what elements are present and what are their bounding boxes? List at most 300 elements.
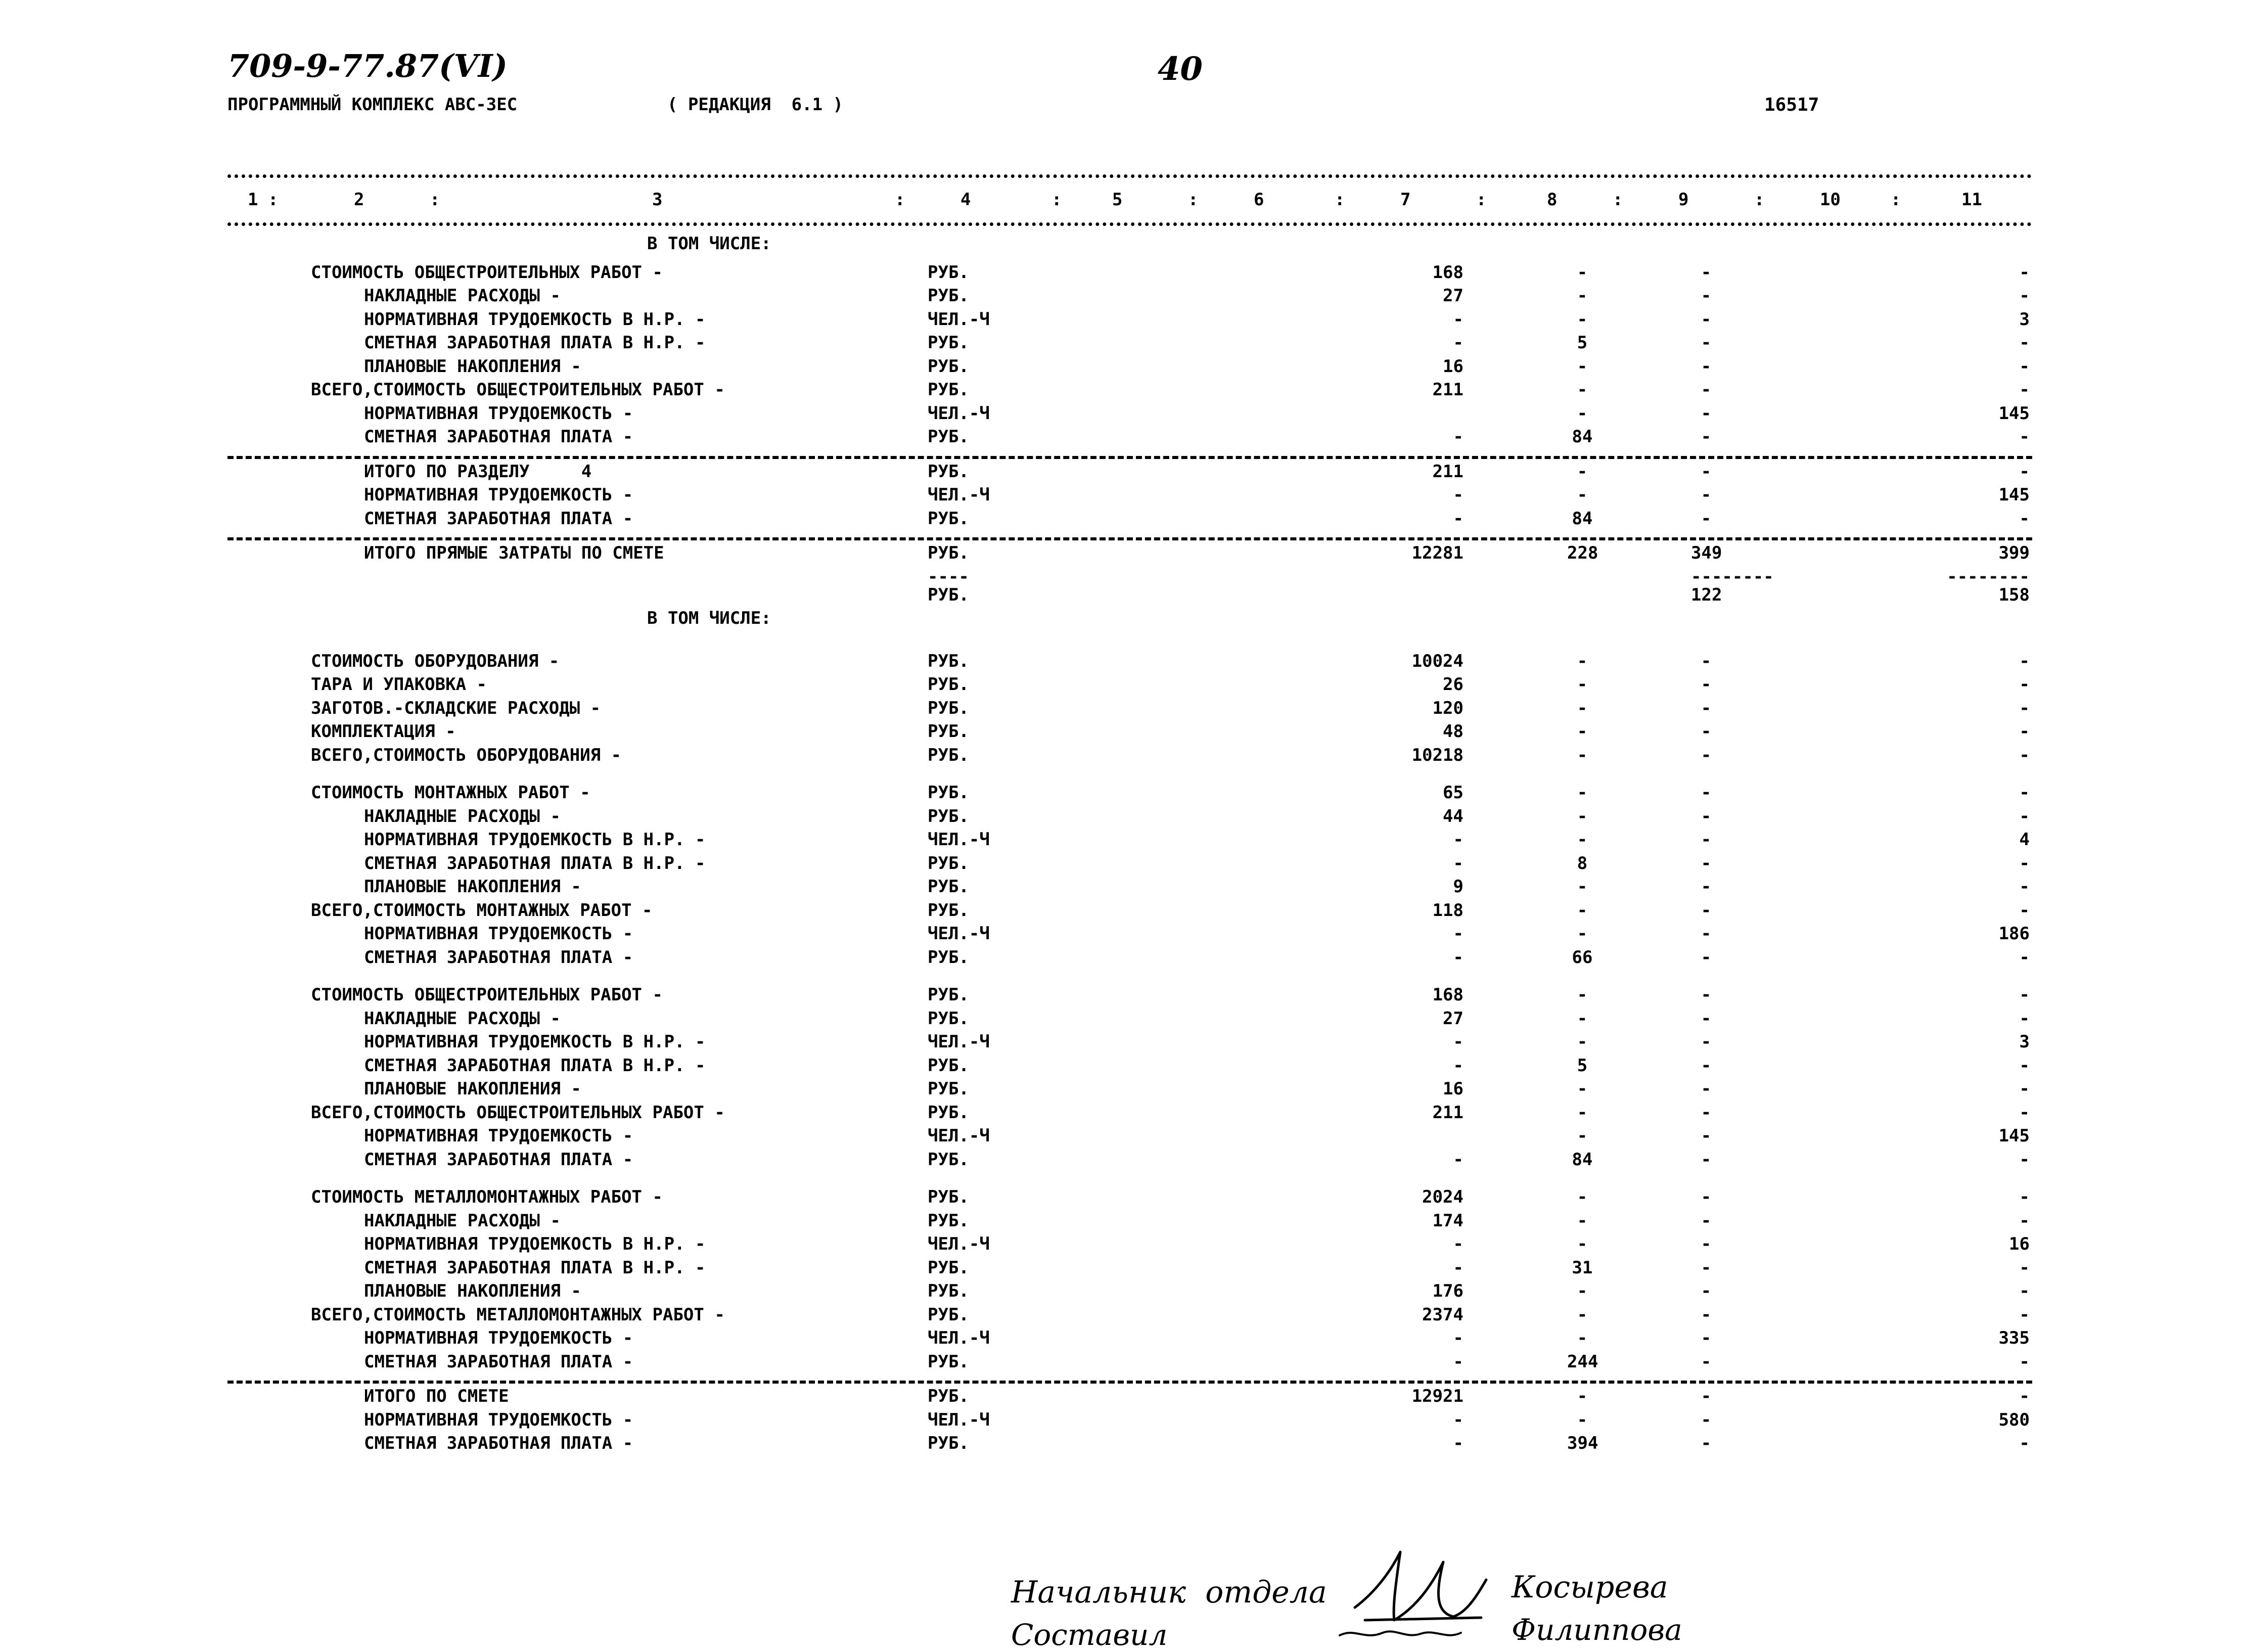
col11-value: - [2019, 900, 2030, 921]
unit-cell: РУБ. [928, 674, 969, 695]
col7-value: - [1453, 1149, 1463, 1170]
row-label: СМЕТНАЯ ЗАРАБОТНАЯ ПЛАТА - [364, 508, 633, 529]
column-header-5: 5 [1112, 190, 1123, 210]
row-label: НОРМАТИВНАЯ ТРУДОЕМКОСТЬ В Н.Р. - [364, 309, 706, 330]
col9-value: - [1701, 485, 1712, 505]
unit-cell: ЧЕЛ.-Ч [928, 1032, 990, 1052]
col7-value: 211 [1432, 461, 1463, 482]
unit-cell: РУБ. [928, 721, 969, 742]
col11-value: - [2019, 947, 2030, 968]
col8-value: - [1577, 745, 1588, 765]
unit-cell: РУБ. [928, 877, 969, 897]
col7-value: 16 [1443, 1079, 1463, 1099]
col7-value: 16 [1443, 356, 1463, 377]
col11-value: 3 [2019, 1032, 2030, 1052]
col8-value: - [1577, 1032, 1588, 1052]
unit-cell: ЧЕЛ.-Ч [928, 924, 990, 944]
col7-value: - [1453, 1234, 1463, 1254]
col8-value: - [1577, 830, 1588, 850]
unit-cell: РУБ. [928, 698, 969, 718]
col11-value: - [2019, 427, 2030, 447]
col11-value: - [2019, 783, 2030, 803]
unit-cell: РУБ. [928, 745, 969, 765]
compiler-name: Филиппова [1511, 1613, 1682, 1647]
col11-value: - [2019, 286, 2030, 306]
col8-value: - [1577, 877, 1588, 897]
col7-value: - [1453, 1351, 1463, 1372]
col11-value: 335 [1998, 1328, 2030, 1348]
col9-value: - [1701, 1032, 1712, 1052]
col11-value: - [2019, 853, 2030, 874]
column-header-9: 9 [1678, 190, 1689, 210]
col7-value: - [1453, 1055, 1463, 1076]
col9-value: - [1701, 356, 1712, 377]
row-label: ПЛАНОВЫЕ НАКОПЛЕНИЯ - [364, 1079, 581, 1099]
col9-value: - [1701, 1234, 1712, 1254]
col7-value: 2024 [1422, 1187, 1463, 1207]
col7-value: - [1453, 830, 1463, 850]
col8-value: - [1577, 1187, 1588, 1207]
unit-cell: РУБ. [928, 806, 969, 827]
column-header-7: 7 [1400, 190, 1411, 210]
col11-value: - [2019, 461, 2030, 482]
col7-value: - [1453, 853, 1463, 874]
row-label: ИТОГО ПРЯМЫЕ ЗАТРАТЫ ПО СМЕТЕ [364, 543, 664, 563]
row-label: СМЕТНАЯ ЗАРАБОТНАЯ ПЛАТА В Н.Р. - [364, 1055, 706, 1076]
col7-value: 168 [1432, 262, 1463, 283]
col7-value: 26 [1443, 674, 1463, 695]
col7-value: - [1453, 1409, 1463, 1430]
col8-value: - [1577, 262, 1588, 283]
row-label: ИТОГО ПО РАЗДЕЛУ 4 [364, 461, 592, 482]
col8-value: 84 [1572, 508, 1593, 529]
row-label: КОМПЛЕКТАЦИЯ - [311, 721, 456, 742]
unit-cell: РУБ. [928, 1386, 969, 1406]
col8-value: 228 [1567, 543, 1598, 563]
col8-value: - [1577, 1234, 1588, 1254]
col11-value: 4 [2019, 830, 2030, 850]
row-label: СМЕТНАЯ ЗАРАБОТНАЯ ПЛАТА - [364, 947, 633, 968]
col9-value: - [1701, 1210, 1712, 1231]
col9-value: - [1701, 1187, 1712, 1207]
col11-value: 158 [1998, 584, 2030, 605]
column-header-6: 6 [1254, 190, 1264, 210]
col8-value: - [1577, 1102, 1588, 1123]
col11-value: - [2019, 806, 2030, 827]
col9-value: - [1701, 651, 1712, 671]
col8-value: - [1577, 900, 1588, 921]
col9-value: - [1701, 1433, 1712, 1453]
column-separator: : [1613, 190, 1623, 210]
row-label: СТОИМОСТЬ МЕТАЛЛОМОНТАЖНЫХ РАБОТ - [311, 1187, 663, 1207]
unit-cell: РУБ. [928, 651, 969, 671]
row-label: НОРМАТИВНАЯ ТРУДОЕМКОСТЬ - [364, 924, 633, 944]
col11-value: - [2019, 1386, 2030, 1406]
col9-value: 122 [1691, 584, 1722, 605]
col7-value: - [1453, 427, 1463, 447]
col7-value: 174 [1432, 1210, 1463, 1231]
unit-cell: РУБ. [928, 1351, 969, 1372]
unit-cell: РУБ. [928, 1187, 969, 1207]
row-label: СМЕТНАЯ ЗАРАБОТНАЯ ПЛАТА В Н.Р. - [364, 333, 706, 353]
handwritten-signature [1335, 1532, 1496, 1645]
column-separator: : [268, 190, 279, 210]
col8-value: - [1577, 380, 1588, 400]
col9-value: - [1701, 1257, 1712, 1278]
col9-value: - [1701, 309, 1712, 330]
col11-value: - [2019, 262, 2030, 283]
unit-cell: РУБ. [928, 380, 969, 400]
col9-value: - [1701, 461, 1712, 482]
col11-value: - [2019, 380, 2030, 400]
column-separator: : [1051, 190, 1062, 210]
row-label: ПЛАНОВЫЕ НАКОПЛЕНИЯ - [364, 356, 581, 377]
unit-cell: РУБ. [928, 1281, 969, 1301]
unit-cell: РУБ. [928, 783, 969, 803]
unit-cell: ЧЕЛ.-Ч [928, 403, 990, 424]
col11-value: - [2019, 985, 2030, 1005]
col9-value: - [1701, 985, 1712, 1005]
col9-value: - [1701, 947, 1712, 968]
col9-value: - [1701, 924, 1712, 944]
col11-value: - [2019, 1187, 2030, 1207]
row-label: СМЕТНАЯ ЗАРАБОТНАЯ ПЛАТА В Н.Р. - [364, 853, 706, 874]
column-separator: : [1754, 190, 1765, 210]
unit-cell: ЧЕЛ.-Ч [928, 830, 990, 850]
unit-cell: РУБ. [928, 508, 969, 529]
col8-value: - [1577, 1079, 1588, 1099]
col8-value: - [1577, 1210, 1588, 1231]
col9-value: - [1701, 262, 1712, 283]
col9-value: - [1701, 403, 1712, 424]
col7-value: 65 [1443, 783, 1463, 803]
col9-value: - [1701, 1149, 1712, 1170]
col7-value: - [1453, 1257, 1463, 1278]
column-separator: : [895, 190, 905, 210]
col7-value: - [1453, 333, 1463, 353]
column-header-2: 2 [354, 190, 364, 210]
col9-value: - [1701, 1386, 1712, 1406]
edition-label: ( РЕДАКЦИЯ 6.1 ) [667, 95, 843, 115]
col11-value: - [2019, 1055, 2030, 1076]
unit-cell: ---- [928, 566, 969, 587]
col11-value: - [2019, 1257, 2030, 1278]
col9-value: - [1701, 877, 1712, 897]
col11-value: 399 [1998, 543, 2030, 563]
row-label: ВСЕГО,СТОИМОСТЬ ОБЩЕСТРОИТЕЛЬНЫХ РАБОТ - [311, 1102, 725, 1123]
unit-cell: РУБ. [928, 262, 969, 283]
col9-value: - [1701, 508, 1712, 529]
col8-value: 244 [1567, 1351, 1598, 1372]
row-label: ПЛАНОВЫЕ НАКОПЛЕНИЯ - [364, 877, 581, 897]
page-number: 40 [1158, 50, 1203, 88]
row-label: НОРМАТИВНАЯ ТРУДОЕМКОСТЬ - [364, 485, 633, 505]
row-label: НАКЛАДНЫЕ РАСХОДЫ - [364, 286, 561, 306]
col8-value: - [1577, 403, 1588, 424]
col9-value: - [1701, 1055, 1712, 1076]
col11-value: -------- [1947, 566, 2030, 587]
head-of-department-title: Начальник отдела [1011, 1575, 1327, 1610]
unit-cell: РУБ. [928, 427, 969, 447]
row-label: СТОИМОСТЬ ОБЩЕСТРОИТЕЛЬНЫХ РАБОТ - [311, 985, 663, 1005]
column-header-10: 10 [1820, 190, 1841, 210]
col9-value: - [1701, 783, 1712, 803]
col8-value: - [1577, 1281, 1588, 1301]
unit-cell: РУБ. [928, 1304, 969, 1325]
col8-value: - [1577, 698, 1588, 718]
col9-value: - [1701, 1102, 1712, 1123]
unit-cell: РУБ. [928, 1257, 969, 1278]
col8-value: 84 [1572, 1149, 1593, 1170]
col7-value: 44 [1443, 806, 1463, 827]
compiler-title: Составил [1011, 1618, 1168, 1652]
row-label: НАКЛАДНЫЕ РАСХОДЫ - [364, 1008, 561, 1029]
unit-cell: РУБ. [928, 1055, 969, 1076]
column-separator: : [430, 190, 440, 210]
row-label: НОРМАТИВНАЯ ТРУДОЕМКОСТЬ - [364, 1409, 633, 1430]
col11-value: 145 [1998, 403, 2030, 424]
row-label: СМЕТНАЯ ЗАРАБОТНАЯ ПЛАТА - [364, 427, 633, 447]
unit-cell: РУБ. [928, 853, 969, 874]
row-label: СТОИМОСТЬ МОНТАЖНЫХ РАБОТ - [311, 783, 590, 803]
col11-value: - [2019, 745, 2030, 765]
unit-cell: ЧЕЛ.-Ч [928, 1328, 990, 1348]
col8-value: - [1577, 1328, 1588, 1348]
col9-value: - [1701, 380, 1712, 400]
col9-value: - [1701, 698, 1712, 718]
col11-value: - [2019, 1433, 2030, 1453]
row-label: НОРМАТИВНАЯ ТРУДОЕМКОСТЬ - [364, 403, 633, 424]
col9-value: 349 [1691, 543, 1722, 563]
document-code: 709-9-77.87(VI) [227, 48, 508, 84]
col11-value: - [2019, 651, 2030, 671]
col11-value: 145 [1998, 485, 2030, 505]
col8-value: 84 [1572, 427, 1593, 447]
col8-value: - [1577, 1008, 1588, 1029]
col11-value: 3 [2019, 309, 2030, 330]
program-title: ПРОГРАММНЫЙ КОМПЛЕКС АВС-ЗЕС [227, 95, 518, 115]
col11-value: - [2019, 1079, 2030, 1099]
section-divider [227, 1381, 2032, 1384]
col9-value: -------- [1691, 566, 1774, 587]
sheet-id: 16517 [1764, 95, 1819, 115]
row-label: ПЛАНОВЫЕ НАКОПЛЕНИЯ - [364, 1281, 581, 1301]
col8-value: - [1577, 1126, 1588, 1146]
col11-value: - [2019, 1008, 2030, 1029]
row-label: СМЕТНАЯ ЗАРАБОТНАЯ ПЛАТА - [364, 1433, 633, 1453]
row-label: СМЕТНАЯ ЗАРАБОТНАЯ ПЛАТА - [364, 1149, 633, 1170]
col7-value: 12281 [1411, 543, 1463, 563]
row-label: СМЕТНАЯ ЗАРАБОТНАЯ ПЛАТА В Н.Р. - [364, 1257, 706, 1278]
col11-value: - [2019, 356, 2030, 377]
col8-value: 394 [1567, 1433, 1598, 1453]
unit-cell: ЧЕЛ.-Ч [928, 309, 990, 330]
col8-value: 8 [1577, 853, 1588, 874]
col8-value: - [1577, 485, 1588, 505]
col9-value: - [1701, 830, 1712, 850]
col9-value: - [1701, 427, 1712, 447]
col7-value: 176 [1432, 1281, 1463, 1301]
col11-value: 580 [1998, 1409, 2030, 1430]
col7-value: - [1453, 485, 1463, 505]
col8-value: - [1577, 721, 1588, 742]
unit-cell: ЧЕЛ.-Ч [928, 1409, 990, 1430]
column-separator: : [1476, 190, 1487, 210]
unit-cell: РУБ. [928, 1079, 969, 1099]
row-label: ВСЕГО,СТОИМОСТЬ МОНТАЖНЫХ РАБОТ - [311, 900, 653, 921]
col8-value: - [1577, 924, 1588, 944]
col11-value: - [2019, 1102, 2030, 1123]
col11-value: - [2019, 333, 2030, 353]
col8-value: - [1577, 309, 1588, 330]
col11-value: - [2019, 508, 2030, 529]
row-label: НАКЛАДНЫЕ РАСХОДЫ - [364, 1210, 561, 1231]
row-label: СТОИМОСТЬ ОБОРУДОВАНИЯ - [311, 651, 560, 671]
col8-value: - [1577, 783, 1588, 803]
col7-value: 48 [1443, 721, 1463, 742]
column-separator: : [1335, 190, 1345, 210]
unit-cell: РУБ. [928, 461, 969, 482]
row-label: НАКЛАДНЫЕ РАСХОДЫ - [364, 806, 561, 827]
col9-value: - [1701, 1126, 1712, 1146]
col7-value: 27 [1443, 1008, 1463, 1029]
col11-value: - [2019, 674, 2030, 695]
unit-cell: РУБ. [928, 356, 969, 377]
unit-cell: РУБ. [928, 584, 969, 605]
col11-value: 145 [1998, 1126, 2030, 1146]
col11-value: - [2019, 698, 2030, 718]
row-label: СМЕТНАЯ ЗАРАБОТНАЯ ПЛАТА - [364, 1351, 633, 1372]
unit-cell: РУБ. [928, 333, 969, 353]
column-header-3: 3 [652, 190, 663, 210]
header-top-rule [227, 174, 2032, 178]
column-header-11: 11 [1961, 190, 1982, 210]
unit-cell: РУБ. [928, 1008, 969, 1029]
col11-value: - [2019, 1149, 2030, 1170]
col9-value: - [1701, 333, 1712, 353]
col8-value: - [1577, 1304, 1588, 1325]
col8-value: 5 [1577, 333, 1588, 353]
col8-value: - [1577, 1409, 1588, 1430]
col9-value: - [1701, 900, 1712, 921]
row-label: ВСЕГО,СТОИМОСТЬ ОБОРУДОВАНИЯ - [311, 745, 622, 765]
unit-cell: РУБ. [928, 1102, 969, 1123]
col9-value: - [1701, 806, 1712, 827]
row-label: НОРМАТИВНАЯ ТРУДОЕМКОСТЬ - [364, 1328, 633, 1348]
col8-value: - [1577, 1386, 1588, 1406]
col8-value: 5 [1577, 1055, 1588, 1076]
col7-value: 168 [1432, 985, 1463, 1005]
col9-value: - [1701, 286, 1712, 306]
unit-cell: РУБ. [928, 1210, 969, 1231]
col7-value: - [1453, 1433, 1463, 1453]
unit-cell: РУБ. [928, 985, 969, 1005]
col8-value: - [1577, 674, 1588, 695]
row-label: СТОИМОСТЬ ОБЩЕСТРОИТЕЛЬНЫХ РАБОТ - [311, 262, 663, 283]
unit-cell: РУБ. [928, 286, 969, 306]
col11-value: - [2019, 1281, 2030, 1301]
col7-value: 27 [1443, 286, 1463, 306]
col9-value: - [1701, 1328, 1712, 1348]
unit-cell: ЧЕЛ.-Ч [928, 1234, 990, 1254]
row-label: ИТОГО ПО СМЕТЕ [364, 1386, 509, 1406]
col7-value: 120 [1432, 698, 1463, 718]
col11-value: 186 [1998, 924, 2030, 944]
section-divider [227, 456, 2032, 459]
row-label: ЗАГОТОВ.-СКЛАДСКИЕ РАСХОДЫ - [311, 698, 601, 718]
column-header-8: 8 [1547, 190, 1557, 210]
col8-value: - [1577, 985, 1588, 1005]
col11-value: 16 [2009, 1234, 2030, 1254]
section-heading: В ТОМ ЧИСЛЕ: [647, 234, 771, 254]
col7-value: 211 [1432, 380, 1463, 400]
col11-value: - [2019, 1304, 2030, 1325]
row-label: НОРМАТИВНАЯ ТРУДОЕМКОСТЬ В Н.Р. - [364, 1234, 706, 1254]
col8-value: - [1577, 806, 1588, 827]
col7-value: - [1453, 924, 1463, 944]
row-label: НОРМАТИВНАЯ ТРУДОЕМКОСТЬ - [364, 1126, 633, 1146]
col11-value: - [2019, 877, 2030, 897]
column-header-1: 1 [248, 190, 258, 210]
unit-cell: ЧЕЛ.-Ч [928, 1126, 990, 1146]
unit-cell: ЧЕЛ.-Ч [928, 485, 990, 505]
col9-value: - [1701, 721, 1712, 742]
col7-value: - [1453, 508, 1463, 529]
col7-value: 10218 [1411, 745, 1463, 765]
unit-cell: РУБ. [928, 543, 969, 563]
col8-value: 31 [1572, 1257, 1593, 1278]
col11-value: - [2019, 721, 2030, 742]
column-separator: : [1188, 190, 1199, 210]
row-label: ВСЕГО,СТОИМОСТЬ ОБЩЕСТРОИТЕЛЬНЫХ РАБОТ - [311, 380, 725, 400]
col9-value: - [1701, 1351, 1712, 1372]
col8-value: 66 [1572, 947, 1593, 968]
col7-value: - [1453, 947, 1463, 968]
col7-value: 2374 [1422, 1304, 1463, 1325]
col9-value: - [1701, 1281, 1712, 1301]
head-of-department-name: Косырева [1511, 1570, 1668, 1605]
unit-cell: РУБ. [928, 900, 969, 921]
row-label: ТАРА И УПАКОВКА - [311, 674, 487, 695]
col9-value: - [1701, 674, 1712, 695]
col9-value: - [1701, 1079, 1712, 1099]
col7-value: - [1453, 1328, 1463, 1348]
col7-value: 211 [1432, 1102, 1463, 1123]
section-heading: В ТОМ ЧИСЛЕ: [647, 608, 771, 628]
col9-value: - [1701, 745, 1712, 765]
col7-value: 12921 [1411, 1386, 1463, 1406]
row-label: ВСЕГО,СТОИМОСТЬ МЕТАЛЛОМОНТАЖНЫХ РАБОТ - [311, 1304, 725, 1325]
col9-value: - [1701, 1409, 1712, 1430]
col7-value: - [1453, 1032, 1463, 1052]
col9-value: - [1701, 853, 1712, 874]
row-label: НОРМАТИВНАЯ ТРУДОЕМКОСТЬ В Н.Р. - [364, 1032, 706, 1052]
header-bottom-rule [227, 222, 2032, 226]
col11-value: - [2019, 1210, 2030, 1231]
row-label: НОРМАТИВНАЯ ТРУДОЕМКОСТЬ В Н.Р. - [364, 830, 706, 850]
col9-value: - [1701, 1008, 1712, 1029]
column-header-4: 4 [960, 190, 971, 210]
col8-value: - [1577, 286, 1588, 306]
col7-value: 118 [1432, 900, 1463, 921]
unit-cell: РУБ. [928, 947, 969, 968]
col8-value: - [1577, 461, 1588, 482]
col9-value: - [1701, 1304, 1712, 1325]
col7-value: 9 [1453, 877, 1463, 897]
unit-cell: РУБ. [928, 1433, 969, 1453]
col8-value: - [1577, 651, 1588, 671]
col7-value: 10024 [1411, 651, 1463, 671]
